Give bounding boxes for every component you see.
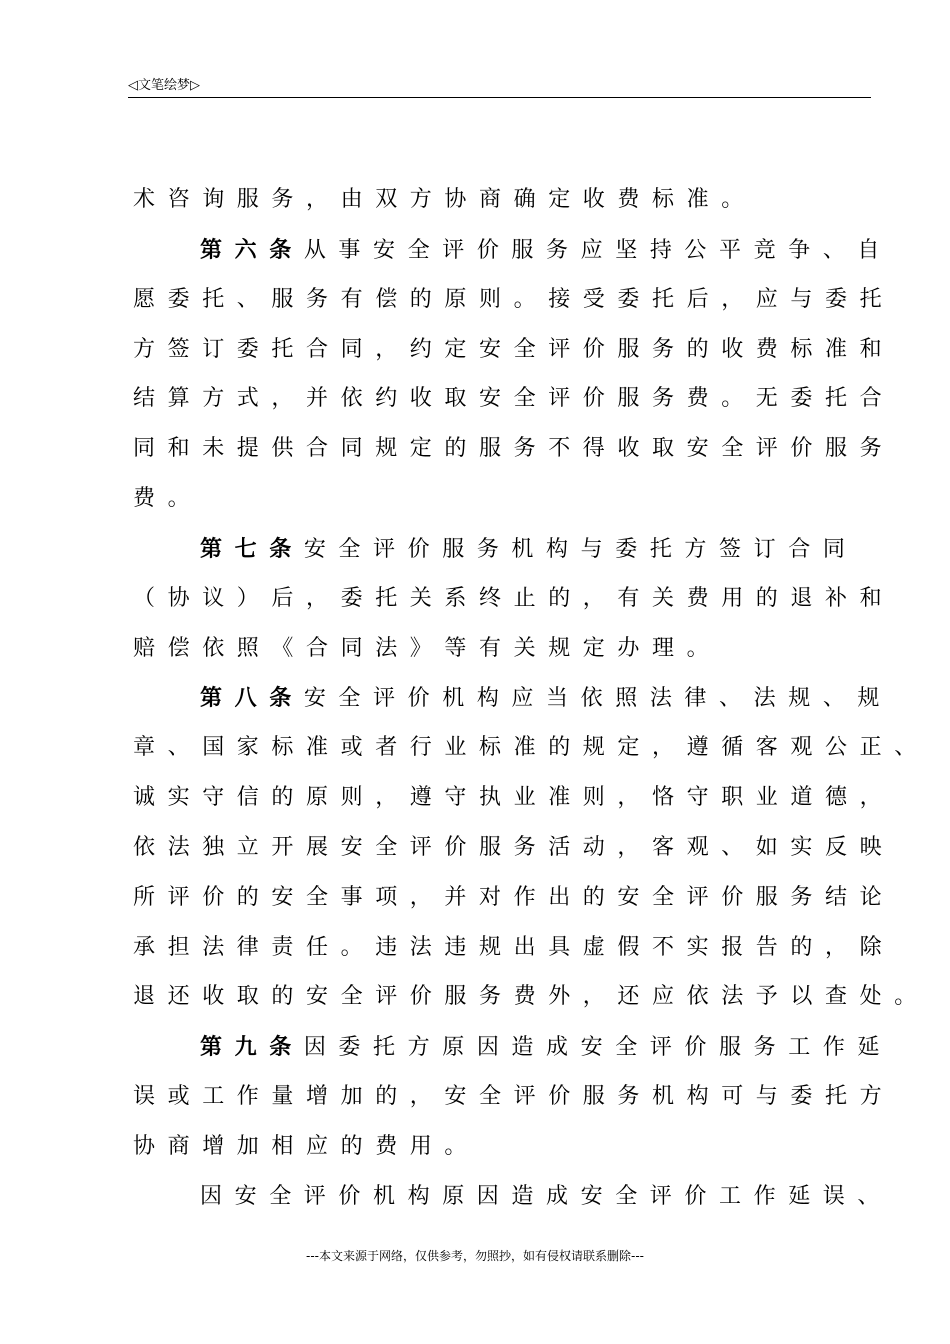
text-line: 所评价的安全事项，并对作出的安全评价服务结论 bbox=[133, 885, 895, 910]
text-line: （协议）后，委托关系终止的，有关费用的退补和 bbox=[133, 586, 895, 611]
text-line: 同和未提供合同规定的服务不得收取安全评价服务 bbox=[133, 436, 895, 461]
text-line: 退还收取的安全评价服务费外，还应依法予以查处。 bbox=[133, 984, 929, 1009]
text-line: 方签订委托合同，约定安全评价服务的收费标准和 bbox=[133, 337, 895, 362]
text-line: 诚实守信的原则，遵守执业准则，恪守职业道德， bbox=[133, 785, 895, 810]
article-7-title: 第七条 bbox=[200, 536, 304, 562]
text-line: 协商增加相应的费用。 bbox=[133, 1134, 480, 1159]
text-line: 承担法律责任。违法违规出具虚假不实报告的，除 bbox=[133, 935, 895, 960]
text-line: 依法独立开展安全评价服务活动，客观、如实反映 bbox=[133, 835, 895, 860]
text-line: 章、国家标准或者行业标准的规定，遵循客观公正、 bbox=[133, 735, 929, 760]
article-7-line: 第七条安全评价服务机构与委托方签订合同 bbox=[200, 536, 858, 562]
article-6-title: 第六条 bbox=[200, 237, 304, 263]
text-line: 误或工作量增加的，安全评价服务机构可与委托方 bbox=[133, 1084, 895, 1109]
page-header: ◁文笔绘梦▷ bbox=[128, 78, 200, 93]
text-line: 因安全评价机构原因造成安全评价工作延误、 bbox=[200, 1184, 893, 1209]
text-line: 结算方式，并依约收取安全评价服务费。无委托合 bbox=[133, 386, 895, 411]
article-9-line: 第九条因委托方原因造成安全评价服务工作延 bbox=[200, 1034, 893, 1060]
header-divider bbox=[128, 97, 871, 98]
article-8-title: 第八条 bbox=[200, 685, 304, 711]
text-line: 赔偿依照《合同法》等有关规定办理。 bbox=[133, 636, 722, 661]
article-9-title: 第九条 bbox=[200, 1034, 304, 1060]
article-6-line: 第六条从事安全评价服务应坚持公平竞争、自 bbox=[200, 237, 893, 263]
text-line: 术咨询服务，由双方协商确定收费标准。 bbox=[133, 187, 756, 212]
page-footer: ---本文来源于网络，仅供参考，勿照抄，如有侵权请联系删除--- bbox=[306, 1249, 644, 1263]
text-line: 愿委托、服务有偿的原则。接受委托后，应与委托 bbox=[133, 287, 895, 312]
text-line: 费。 bbox=[133, 486, 203, 511]
article-8-line: 第八条安全评价机构应当依照法律、法规、规 bbox=[200, 685, 893, 711]
